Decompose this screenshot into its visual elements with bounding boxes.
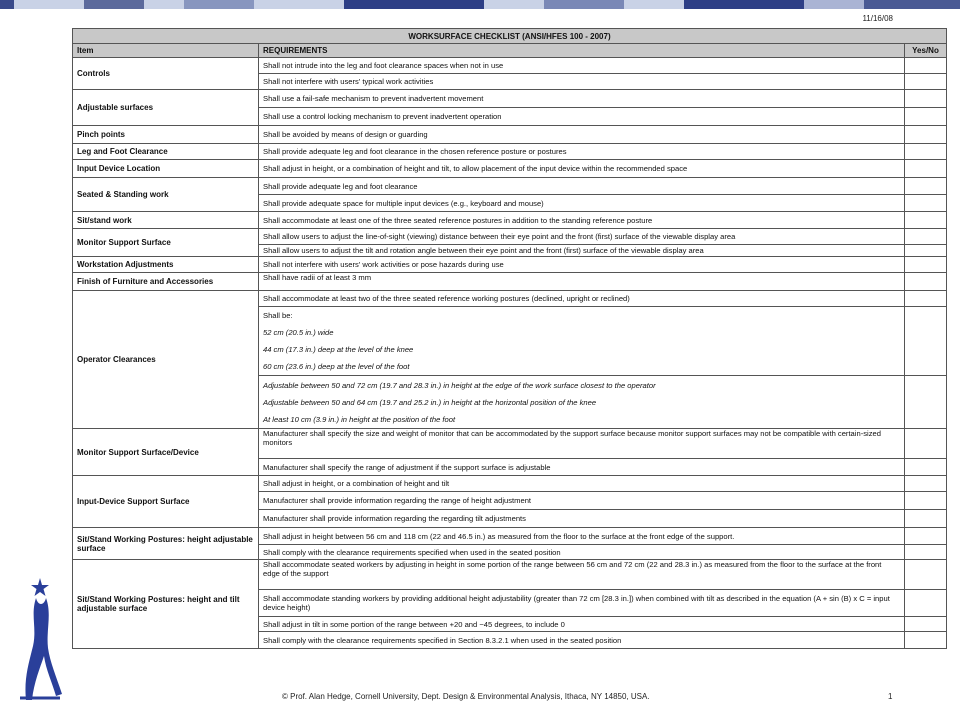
yes-no-cell[interactable]: [905, 229, 947, 245]
yes-no-cell[interactable]: [905, 528, 947, 545]
item-sit-stand-height-adjustable: Sit/Stand Working Postures: height adjustable surface: [73, 528, 259, 560]
yes-no-cell[interactable]: [905, 510, 947, 528]
requirement: Shall provide adequate leg and foot clearance in the chosen reference posture or postures: [259, 144, 905, 160]
requirement: Shall accommodate standing workers by providing additional height adjustability (greater than 72 cm [28.3 in.]) when combined with tilt as described in the equation (A + sin (B) x C = input device height): [259, 590, 905, 617]
item-workstation-adjustments: Workstation Adjustments: [73, 257, 259, 273]
requirement: Shall provide adequate space for multiple input devices (e.g., keyboard and mouse): [259, 195, 905, 212]
item-seated-standing-work: Seated & Standing work: [73, 178, 259, 212]
page-number: 1: [888, 692, 893, 701]
requirement-operator-adjustments: [259, 376, 905, 429]
checklist-body: [73, 58, 947, 649]
requirement: Shall allow users to adjust the line-of-sight (viewing) distance between their eye point and the front (first) surface of the viewable display area: [259, 229, 905, 245]
yes-no-cell[interactable]: [905, 257, 947, 273]
yes-no-cell[interactable]: [905, 195, 947, 212]
item-input-device-support-surface: Input-Device Support Surface: [73, 476, 259, 528]
requirement: Shall adjust in height, or a combination of height and tilt: [259, 476, 905, 492]
requirement: Shall comply with the clearance requirements specified when used in the seated position: [259, 545, 905, 560]
requirement-line: 52 cm (20.5 in.) wide: [263, 328, 334, 337]
column-header-yes-no: Yes/No: [905, 44, 947, 58]
requirement: Shall not interfere with users' typical work activities: [259, 74, 905, 90]
item-input-device-location: Input Device Location: [73, 160, 259, 178]
yes-no-cell[interactable]: [905, 492, 947, 510]
yes-no-cell[interactable]: [905, 376, 947, 429]
requirement: Shall be avoided by means of design or guarding: [259, 126, 905, 144]
yes-no-cell[interactable]: [905, 212, 947, 229]
requirement: Manufacturer shall provide information regarding the range of height adjustment: [259, 492, 905, 510]
requirement-line: Shall be:: [263, 311, 293, 320]
requirement: Shall accommodate at least one of the three seated reference postures in addition to the standing reference posture: [259, 212, 905, 229]
requirement: Shall not intrude into the leg and foot clearance spaces when not in use: [259, 58, 905, 74]
requirement: Shall adjust in height between 56 cm and 118 cm (22 and 46.5 in.) as measured from the floor to the surface at the front edge of the support.: [259, 528, 905, 545]
yes-no-cell[interactable]: [905, 90, 947, 108]
copyright-notice: © Prof. Alan Hedge, Cornell University, Dept. Design & Environmental Analysis, Ithaca, NY 14850, USA.: [282, 692, 650, 701]
yes-no-cell[interactable]: [905, 291, 947, 307]
requirement-operator-dimensions: [259, 307, 905, 376]
yes-no-cell[interactable]: [905, 632, 947, 649]
requirement-line: 60 cm (23.6 in.) deep at the level of the foot: [263, 362, 410, 371]
yes-no-cell[interactable]: [905, 58, 947, 74]
table-title: WORKSURFACE CHECKLIST (ANSI/HFES 100 - 2007): [73, 29, 947, 44]
yes-no-cell[interactable]: [905, 108, 947, 126]
item-controls: Controls: [73, 58, 259, 90]
requirement-line: Adjustable between 50 and 72 cm (19.7 and 28.3 in.) in height at the edge of the work surface closest to the operator: [263, 380, 656, 390]
requirement: Manufacturer shall specify the size and weight of monitor that can be accommodated by the support surface because monitor support surfaces may not be compatible with certain-sized monitors: [259, 429, 905, 459]
yes-no-cell[interactable]: [905, 178, 947, 195]
column-header-requirements: REQUIREMENTS: [259, 44, 905, 58]
requirement: Shall accommodate at least two of the three seated reference working postures (declined, upright or reclined): [259, 291, 905, 307]
requirement: Shall adjust in tilt in some portion of the range between +20 and −45 degrees, to include 0: [259, 617, 905, 632]
item-leg-and-foot-clearance: Leg and Foot Clearance: [73, 144, 259, 160]
requirement: Shall adjust in height, or a combination of height and tilt, to allow placement of the input device within the recommended space: [259, 160, 905, 178]
requirement: Shall have radii of at least 3 mm: [259, 273, 905, 291]
yes-no-cell[interactable]: [905, 74, 947, 90]
yes-no-cell[interactable]: [905, 307, 947, 376]
requirement: Manufacturer shall specify the range of adjustment if the support surface is adjustable: [259, 459, 905, 476]
requirement: Shall provide adequate leg and foot clearance: [259, 178, 905, 195]
yes-no-cell[interactable]: [905, 144, 947, 160]
item-monitor-support-surface-device: Monitor Support Surface/Device: [73, 429, 259, 476]
item-operator-clearances: Operator Clearances: [73, 291, 259, 429]
yes-no-cell[interactable]: [905, 560, 947, 590]
item-pinch-points: Pinch points: [73, 126, 259, 144]
requirement: Manufacturer shall provide information regarding the regarding tilt adjustments: [259, 510, 905, 528]
yes-no-cell[interactable]: [905, 545, 947, 560]
requirement-line: 44 cm (17.3 in.) deep at the level of the knee: [263, 345, 414, 354]
figure-star-logo: [16, 576, 64, 704]
yes-no-cell[interactable]: [905, 459, 947, 476]
item-monitor-support-surface: Monitor Support Surface: [73, 229, 259, 257]
requirement: Shall not interfere with users' work activities or pose hazards during use: [259, 257, 905, 273]
yes-no-cell[interactable]: [905, 617, 947, 632]
requirement-line: Adjustable between 50 and 64 cm (19.7 and 25.2 in.) in height at the horizontal position of the knee: [263, 397, 597, 407]
document-date: 11/16/08: [862, 14, 893, 23]
yes-no-cell[interactable]: [905, 245, 947, 257]
requirement: Shall use a control locking mechanism to prevent inadvertent operation: [259, 108, 905, 126]
column-header-item: Item: [73, 44, 259, 58]
requirement: Shall comply with the clearance requirements specified in Section 8.3.2.1 when used in the seated position: [259, 632, 905, 649]
requirement: Shall allow users to adjust the tilt and rotation angle between their eye point and the front (first) surface of the viewable display area: [259, 245, 905, 257]
yes-no-cell[interactable]: [905, 429, 947, 459]
item-finish-of-furniture: Finish of Furniture and Accessories: [73, 273, 259, 291]
item-adjustable-surfaces: Adjustable surfaces: [73, 90, 259, 126]
yes-no-cell[interactable]: [905, 160, 947, 178]
yes-no-cell[interactable]: [905, 273, 947, 291]
worksurface-checklist-table: [72, 28, 947, 649]
item-sit-stand-height-and-tilt: Sit/Stand Working Postures: height and tilt adjustable surface: [73, 560, 259, 649]
top-decorative-band: [0, 0, 960, 9]
requirement: Shall use a fail-safe mechanism to prevent inadvertent movement: [259, 90, 905, 108]
requirement-line: At least 10 cm (3.9 in.) in height at the position of the foot: [263, 414, 456, 424]
yes-no-cell[interactable]: [905, 126, 947, 144]
item-sit-stand-work: Sit/stand work: [73, 212, 259, 229]
requirement: Shall accommodate seated workers by adjusting in height in some portion of the range between 56 cm and 72 cm (22 and 28.3 in.) as measured from the floor to the surface at the front edge of the support: [259, 560, 905, 590]
yes-no-cell[interactable]: [905, 590, 947, 617]
yes-no-cell[interactable]: [905, 476, 947, 492]
